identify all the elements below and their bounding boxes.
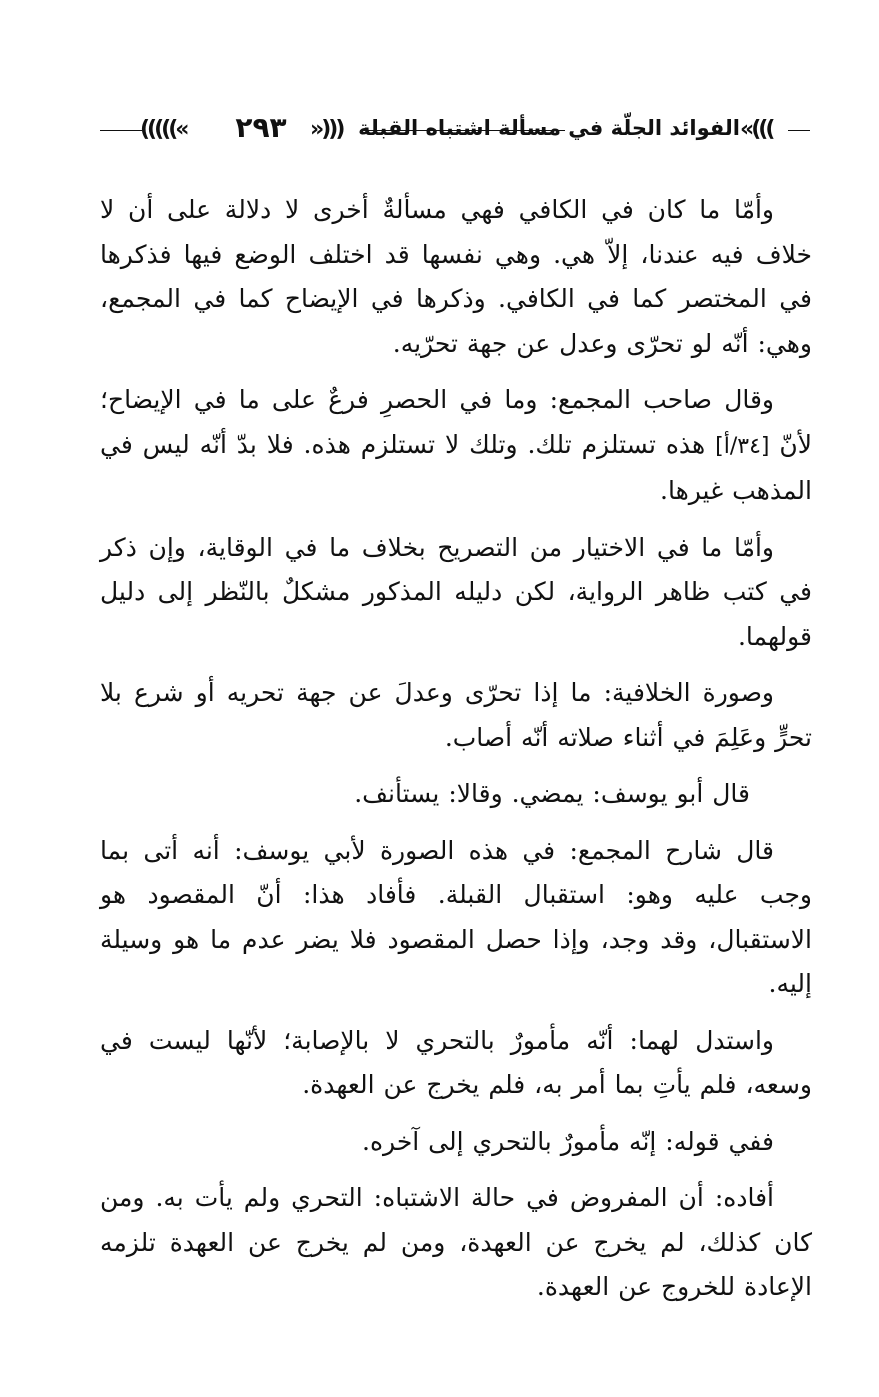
page-number: ٢٩٣ (235, 111, 287, 144)
running-header (100, 106, 810, 150)
body-text (100, 188, 812, 1322)
header-ornament-right: «((( (740, 117, 773, 142)
paragraph-5: قال أبو يوسف: يمضي. وقالا: يستأنف. (354, 779, 750, 808)
paragraph-2 (100, 378, 812, 514)
paragraph-2-part-2: هذه تستلزم تلك. وتلك لا تستلزم هذه. فلا بدّ أنّه ليس في المذهب غيرها. (100, 429, 812, 505)
paragraph-4: وصورة الخلافية: ما إذا تحرّى وعدلَ عن جهة تحريه أو شرع بلا تحرٍّ وعَلِمَ في أثناء صلاته أنّه أصاب. (100, 678, 812, 752)
paragraph-3: وأمّا ما في الاختيار من التصريح بخلاف ما في الوقاية، وإن ذكر في كتب ظاهر الرواية، لكن دليله المذكور مشكلٌ بالنّظر إلى دليل قولهما. (100, 532, 812, 651)
paragraph-7: واستدل لهما: أنّه مأمورٌ بالتحري لا بالإصابة؛ لأنّها ليست في وسعه، فلم يأتِ بما أمر به، فلم يخرج عن العهدة. (100, 1025, 812, 1099)
header-ornament-mid: »))) (310, 117, 343, 142)
folio-marker: [٣٤/أ] (715, 433, 770, 459)
running-title: الفوائد الجلّة في مسألة اشتباه القبلة (358, 116, 740, 140)
paragraph-9: أفاده: أن المفروض في حالة الاشتباه: التحري ولم يأت به. ومن كان كذلك، لم يخرج عن العهدة، ومن لم يخرج عن العهدة تلزمه الإعادة للخروج عن العهدة. (100, 1183, 812, 1301)
header-rule-right (788, 130, 810, 131)
header-ornament-left: (((((« (140, 117, 187, 142)
header-rule-left (100, 130, 142, 131)
paragraph-6: قال شارح المجمع: في هذه الصورة لأبي يوسف: أنه أتى بما وجب عليه وهو: استقبال القبلة. فأفاد هذا: أنّ المقصود هو الاستقبال، وقد وجد، وإذا حصل المقصود فلا يضر عدم ما هو وسيلة إليه. (100, 835, 812, 998)
paragraph-1: وأمّا ما كان في الكافي فهي مسألةٌ أخرى لا دلالة على أن لا خلاف فيه عندنا، إلاّ هي. وهي نفسها قد اختلف الوضع فيها فذكرها في المختصر كما في الكافي. وذكرها في الإيضاح كما في المجمع، وهي: أنّه لو تحرّى وعدل عن جهة تحرّيه. (100, 195, 812, 358)
paragraph-8: ففي قوله: إنّه مأمورٌ بالتحري إلى آخره. (362, 1126, 774, 1156)
paragraph-2-part-1: وقال صاحب المجمع: وما في الحصرِ فرعٌ على ما في الإيضاح؛ لأنّ (100, 385, 813, 459)
